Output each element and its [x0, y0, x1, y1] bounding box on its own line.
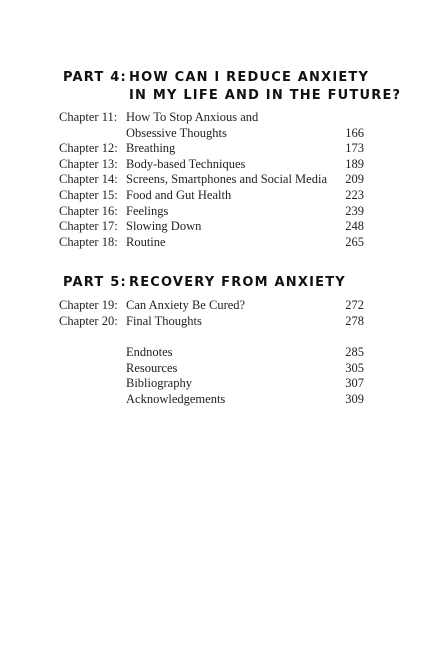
chapter-number: Chapter 17: [59, 219, 118, 234]
part5-label: PART 5: [63, 275, 127, 290]
part5-title: RECOVERY FROM ANXIETY [129, 275, 346, 290]
page-number: 209 [345, 172, 364, 187]
chapter-title: Body-based Techniques [126, 156, 246, 171]
page-number: 173 [345, 141, 364, 156]
chapter-number: Chapter 19: [59, 298, 118, 312]
chapter-number: Chapter 16: [59, 203, 118, 218]
toc-row[interactable] [59, 204, 364, 220]
chapter-title: Can Anxiety Be Cured? [126, 298, 246, 312]
toc-row[interactable] [59, 188, 364, 204]
chapter-number: Chapter 14: [59, 172, 118, 187]
back-matter-title: Bibliography [126, 376, 192, 391]
chapter-title: Obsessive Thoughts [126, 125, 227, 140]
page-number: 272 [345, 298, 364, 312]
page-number: 189 [345, 156, 364, 171]
part5-heading [63, 275, 363, 291]
chapter-number: Chapter 12: [59, 141, 118, 156]
chapter-title: Breathing [126, 141, 176, 156]
back-matter-title: Acknowledgements [126, 391, 226, 406]
chapter-number: Chapter 13: [59, 156, 118, 171]
toc-row[interactable] [59, 314, 364, 330]
toc-row[interactable] [59, 376, 364, 392]
page-number: 309 [345, 391, 364, 406]
chapter-title: Screens, Smartphones and Social Media [126, 172, 327, 187]
chapter-title: Slowing Down [126, 219, 202, 234]
part4-label: PART 4: [63, 70, 127, 85]
chapter-title: Feelings [126, 203, 169, 218]
part4-heading [63, 70, 402, 104]
page-number: 285 [345, 345, 364, 359]
toc-row[interactable] [59, 172, 364, 188]
chapter-title: Routine [126, 234, 166, 249]
page-number: 239 [345, 203, 364, 218]
toc-row[interactable] [59, 157, 364, 173]
chapter-title: How To Stop Anxious and [126, 110, 259, 124]
chapter-number: Chapter 11: [59, 110, 118, 124]
part5-toc [59, 298, 364, 329]
page-number: 166 [345, 125, 364, 140]
toc-row[interactable] [59, 298, 364, 314]
back-matter-title: Endnotes [126, 345, 173, 359]
chapter-number: Chapter 18: [59, 234, 118, 249]
back-matter-title: Resources [126, 360, 178, 375]
part4-title-line1: HOW CAN I REDUCE ANXIETY [129, 70, 370, 85]
chapter-title: Final Thoughts [126, 313, 202, 328]
toc-row[interactable] [59, 219, 364, 235]
toc-row[interactable] [59, 141, 364, 157]
page-number: 223 [345, 187, 364, 202]
chapter-number: Chapter 20: [59, 313, 118, 328]
back-matter-toc [59, 345, 364, 407]
part4-toc [59, 110, 364, 250]
toc-row[interactable] [59, 235, 364, 251]
toc-row[interactable] [59, 345, 364, 361]
toc-row[interactable] [59, 126, 364, 142]
page-number: 278 [345, 313, 364, 328]
page-number: 248 [345, 219, 364, 234]
page-number: 265 [345, 234, 364, 249]
toc-row[interactable] [59, 361, 364, 377]
part4-title-line2: IN MY LIFE AND IN THE FUTURE? [129, 88, 402, 103]
toc-row[interactable] [59, 392, 364, 408]
page-number: 305 [345, 360, 364, 375]
page-number: 307 [345, 376, 364, 391]
chapter-number: Chapter 15: [59, 187, 118, 202]
chapter-title: Food and Gut Health [126, 187, 232, 202]
toc-row[interactable] [59, 110, 364, 126]
